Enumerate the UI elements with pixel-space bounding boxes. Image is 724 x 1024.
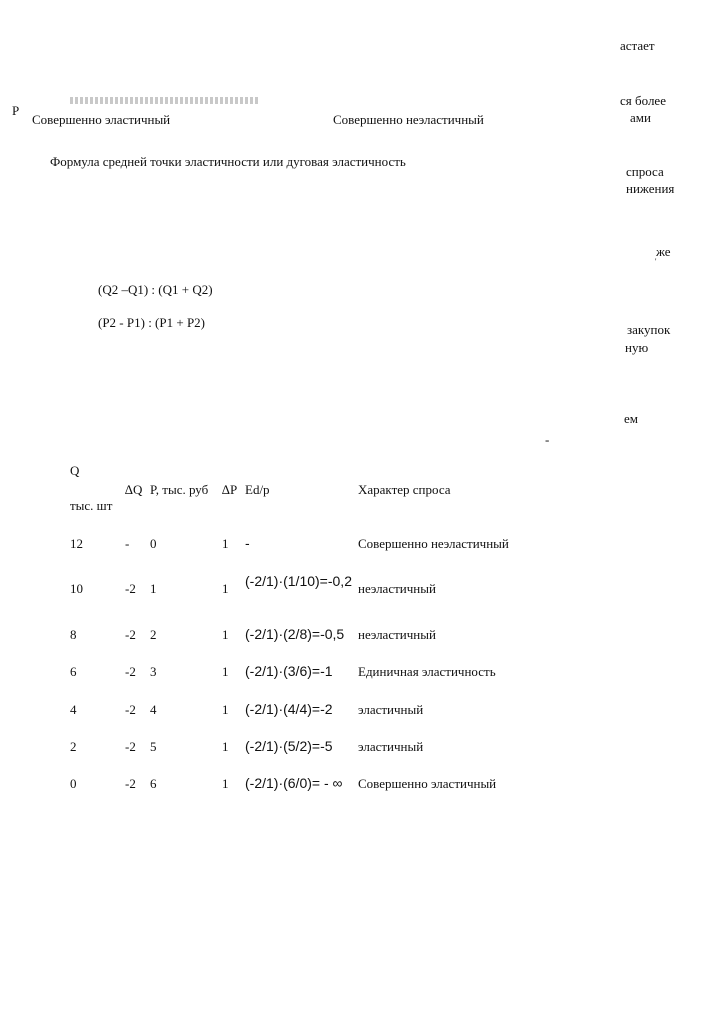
fragment-text: астает (620, 38, 655, 53)
cell-q: 4 (70, 702, 77, 717)
header-q-unit: тыс. шт (70, 498, 113, 513)
cell-q: 2 (70, 739, 77, 754)
cell-price: 4 (150, 702, 157, 717)
cell-price: 2 (150, 627, 157, 642)
cell-character: эластичный (358, 702, 424, 717)
cell-delta-p: 1 (222, 739, 229, 754)
cell-delta-p: 1 (222, 536, 229, 551)
header-character: Характер спроса (358, 482, 451, 497)
cell-delta-p: 1 (222, 776, 229, 791)
header-q: Q (70, 463, 80, 478)
cell-character: Совершенно неэластичный (358, 536, 509, 551)
fragment-text: нижения (626, 181, 675, 196)
fragment-text: ' (655, 257, 657, 266)
fragment-text: - (545, 432, 550, 447)
cell-price: 1 (150, 581, 157, 596)
header-price: P, тыс. руб (150, 482, 209, 497)
cell-character: Единичная эластичность (358, 664, 496, 679)
fragment-text: ся более (620, 93, 666, 108)
cell-elasticity: (-2/1)·(6/0)= - ∞ (245, 775, 343, 791)
cell-q: 8 (70, 627, 77, 642)
cell-price: 6 (150, 776, 157, 791)
formula-denominator: (P2 - P1) : (P1 + P2) (98, 315, 206, 330)
fragment-text: спроса (626, 164, 664, 179)
formula-numerator: (Q2 –Q1) : (Q1 + Q2) (98, 282, 213, 297)
heading-perfectly-inelastic: Совершенно неэластичный (333, 112, 484, 127)
heading-perfectly-elastic: Совершенно эластичный (32, 112, 171, 127)
cell-elasticity: - (245, 535, 250, 551)
cell-price: 3 (150, 664, 157, 679)
cell-elasticity: (-2/1)·(5/2)=-5 (245, 738, 333, 754)
cell-delta-q: -2 (125, 581, 136, 596)
cell-elasticity: (-2/1)·(3/6)=-1 (245, 663, 333, 679)
garbled-text-strip (70, 97, 258, 104)
cell-q: 6 (70, 664, 77, 679)
cell-delta-q: -2 (125, 627, 136, 642)
axis-label-p: P (12, 103, 20, 118)
cell-delta-q: -2 (125, 776, 136, 791)
header-elasticity: Ed/p (245, 482, 270, 497)
cell-delta-q: - (125, 536, 130, 551)
cell-price: 5 (150, 739, 157, 754)
fragment-text: закупок (627, 322, 671, 337)
cell-delta-p: 1 (222, 581, 229, 596)
cell-q: 10 (70, 581, 83, 596)
cell-elasticity: (-2/1)·(4/4)=-2 (245, 701, 333, 717)
cell-delta-q: -2 (125, 739, 136, 754)
cell-delta-q: -2 (125, 702, 136, 717)
fragment-text: ную (625, 340, 649, 355)
fragment-text: ем (624, 411, 638, 426)
cell-delta-p: 1 (222, 702, 229, 717)
header-delta-p: ∆P (222, 482, 238, 497)
fragment-text: ами (630, 110, 651, 125)
cell-delta-p: 1 (222, 664, 229, 679)
cell-character: эластичный (358, 739, 424, 754)
cell-elasticity: (-2/1)·(2/8)=-0,5 (245, 626, 345, 642)
cell-elasticity: (-2/1)·(1/10)=-0,2 (245, 573, 352, 589)
fragment-text: же (656, 244, 671, 259)
cell-character: неэластичный (358, 627, 436, 642)
cell-q: 12 (70, 536, 83, 551)
cell-q: 0 (70, 776, 77, 791)
cell-delta-p: 1 (222, 627, 229, 642)
cell-price: 0 (150, 536, 157, 551)
header-delta-q: ∆Q (125, 482, 143, 497)
cell-character: Совершенно эластичный (358, 776, 497, 791)
cell-delta-q: -2 (125, 664, 136, 679)
cell-character: неэластичный (358, 581, 436, 596)
formula-title: Формула средней точки эластичности или дуговая эластичность (50, 154, 406, 169)
